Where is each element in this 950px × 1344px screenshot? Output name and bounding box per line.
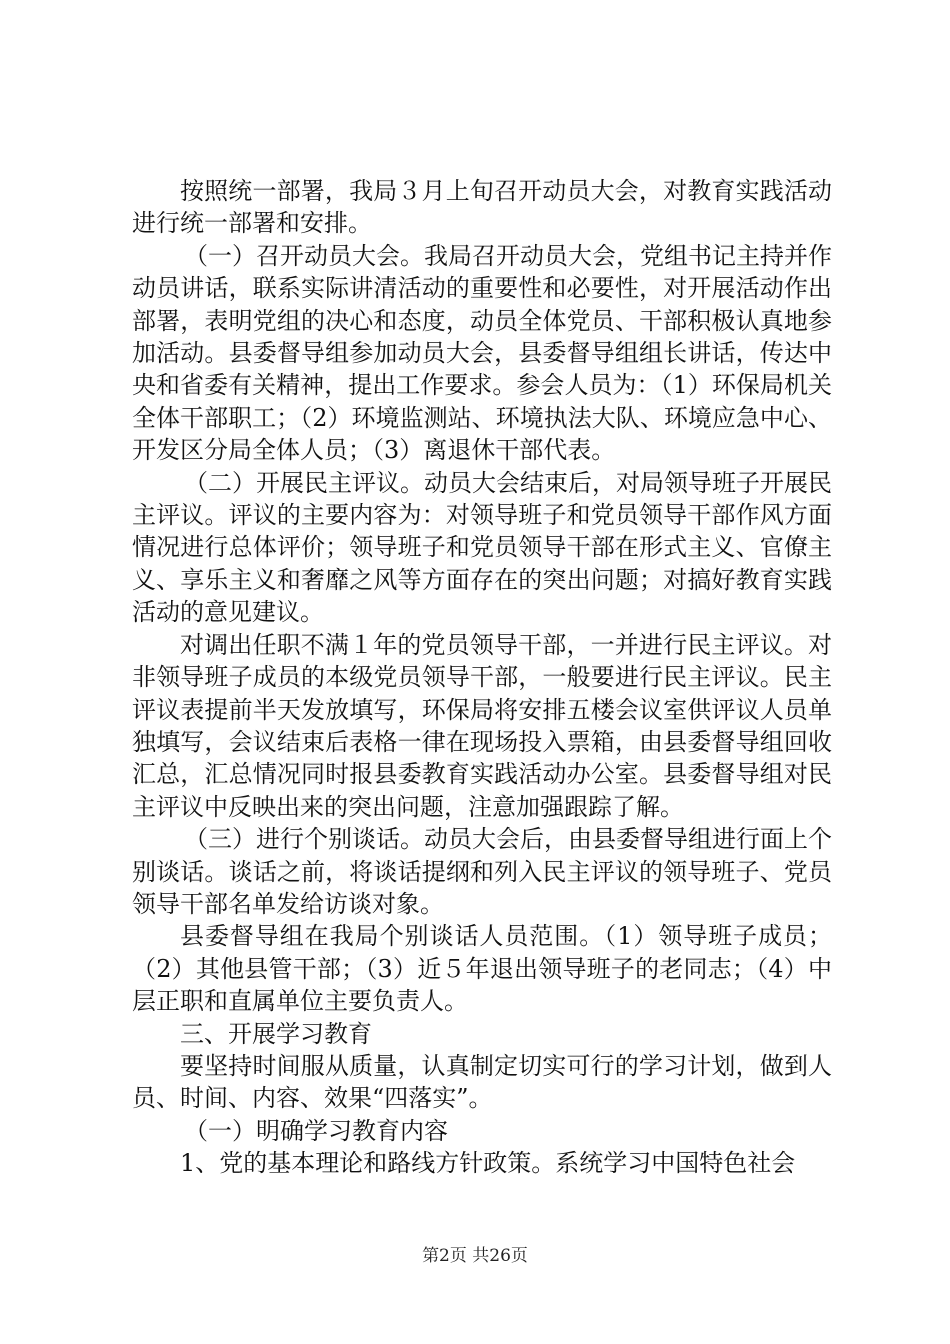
paragraph-talk-scope: 县委督导组在我局个别谈话人员范围。（1）领导班子成员；（2）其他县管干部；（3）近５年退出领导班子的老同志；（4）中层正职和直属单位主要负责人。 xyxy=(132,922,832,1016)
paragraph-basic-theory: 1、党的基本理论和路线方针政策。系统学习中国特色社会 xyxy=(180,1149,796,1178)
paragraph-individual-talks: （三）进行个别谈话。动员大会后，由县委督导组进行面上个别谈话。谈话之前，将谈话提纲和列入民主评议的领导班子、党员领导干部名单发给访谈对象。 xyxy=(132,825,832,918)
page-number-footer: 第2页 共26页 xyxy=(422,1246,528,1266)
paragraph-study-plan: 要坚持时间服从质量，认真制定切实可行的学习计划，做到人员、时间、内容、效果“四落实”。 xyxy=(132,1051,832,1113)
paragraph-democratic-evaluation: （二）开展民主评议。动员大会结束后，对局领导班子开展民主评议。评议的主要内容为：对领导班子和党员领导干部作风方面情况进行总体评价；领导班子和党员领导干部在形式主义、官僚主义、享乐主义和奢靡之风等方面存在的突出问题；对搞好教育实践活动的意见建议。 xyxy=(132,468,832,627)
subheading-study-content: （一）明确学习教育内容 xyxy=(184,1116,448,1145)
paragraph-evaluation-scope: 对调出任职不满１年的党员领导干部，一并进行民主评议。对非领导班子成员的本级党员领导干部，一般要进行民主评议。民主评议表提前半天发放填写，环保局将安排五楼会议室供评议人员单独填写，会议结束后表格一律在现场投入票箱，由县委督导组回收汇总，汇总情况同时报县委教育实践活动办公室。县委督导组对民主评议中反映出来的突出问题，注意加强跟踪了解。 xyxy=(132,630,832,821)
document-body xyxy=(132,175,832,1180)
paragraph-mobilization-meeting: （一）召开动员大会。我局召开动员大会，党组书记主持并作动员讲话，联系实际讲清活动的重要性和必要性，对开展活动作出部署，表明党组的决心和态度，动员全体党员、干部积极认真地参加活动。县委督导组参加动员大会，县委督导组组长讲话，传达中央和省委有关精神，提出工作要求。参会人员为：（1）环保局机关全体干部职工；（2）环境监测站、环境执法大队、环境应急中心、开发区分局全体人员；（3）离退休干部代表。 xyxy=(132,241,832,465)
section-heading-study-education: 三、开展学习教育 xyxy=(180,1019,372,1048)
paragraph-deployment: 按照统一部署，我局３月上旬召开动员大会，对教育实践活动进行统一部署和安排。 xyxy=(132,177,832,238)
